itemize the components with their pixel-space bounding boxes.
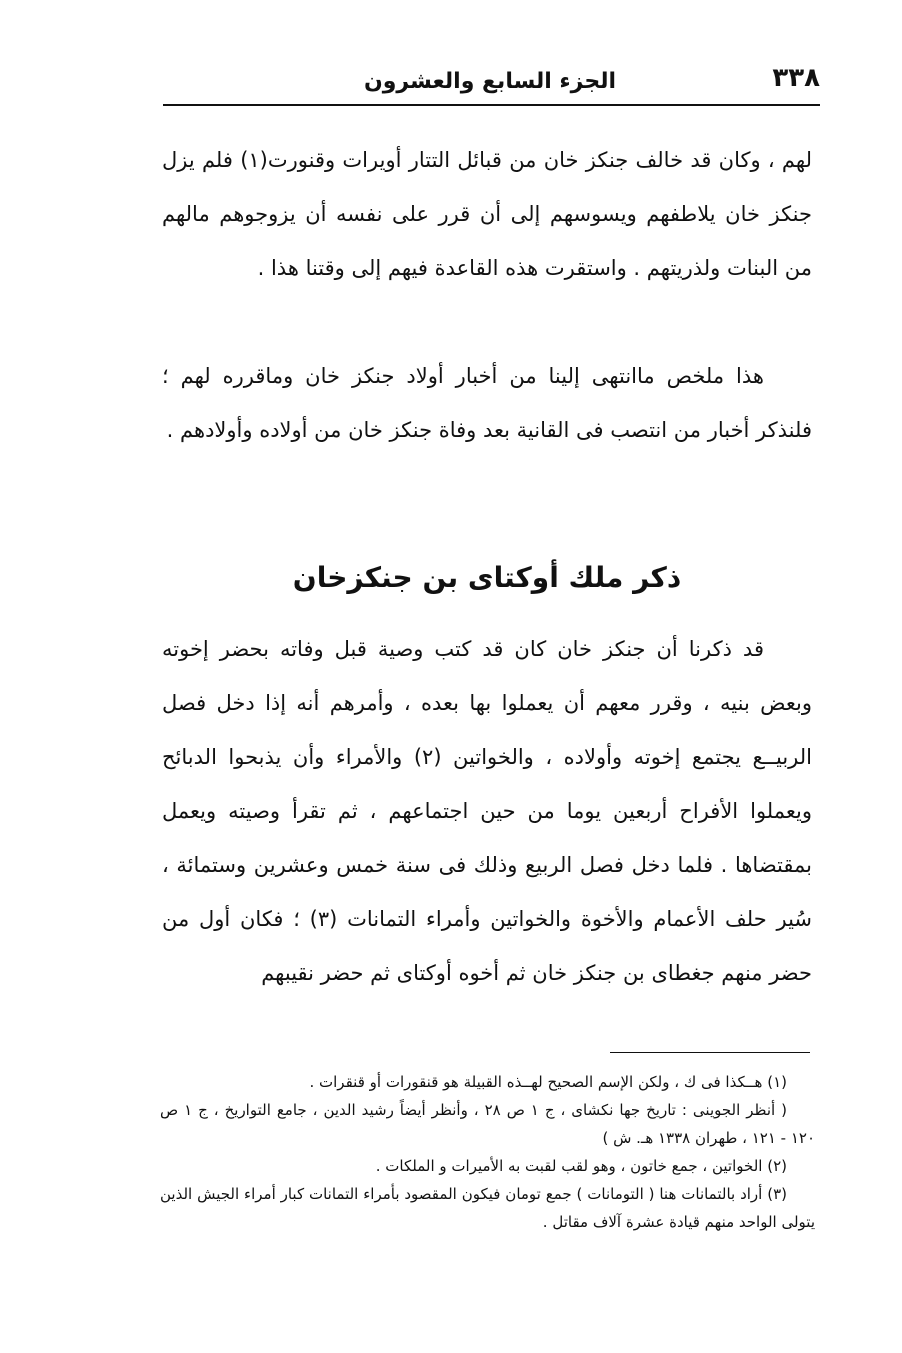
paragraph-1-text: لهم ، وكان قد خالف جنكز خان من قبائل التتار أويرات وقنورت(١) فلم يزل جنكز خان يلاطفهم ويسوسهم إلى أن قرر على نفسه أن يزوجوهم مالهم من البنات ولذريتهم . واستقرت هذه القاعدة فيهم إلى وقتنا هذا . (162, 148, 812, 280)
footnote-1-line-1: (١) هــكذا فى ك ، ولكن الإسم الصحيح لهــذه القبيلة هو قنقورات أو قنقرات . (309, 1073, 787, 1091)
paragraph-1 (162, 133, 812, 295)
paragraph-2-text: هذا ملخص ماانتهى إلينا من أخبار أولاد جنكز خان وماقرره لهم ؛ فلنذكر أخبار من انتصب فى القانية بعد وفاة جنكز خان من أولاده وأولادهم . (162, 364, 812, 442)
page-number: ٣٣٨ (772, 63, 820, 93)
page-header (160, 55, 820, 105)
paragraph-2 (162, 349, 812, 457)
paragraph-3-text: قد ذكرنا أن جنكز خان كان قد كتب وصية قبل وفاته بحضر إخوته وبعض بنيه ، وقرر معهم أن يعملوا بها بعده ، وأمرهم أنه إذا دخل فصل الربيــع يجتمع إخوته وأولاده ، والخواتين (٢) والأمراء وأن يذبحوا الدبائح ويعملوا الأفراح أربعين يوما من حين اجتماعهم ، ثم تقرأ وصيته ويعمل بمقتضاها . فلما دخل فصل الربيع وذلك فى سنة خمس وعشرين وستمائة ، سُير حلف الأعمام والأخوة والخواتين وأمراء التمانات (٣) ؛ فكان أول من حضر منهم جغطاى بن جنكز خان ثم أخوه أوكتاى ثم حضر نقيبهم (162, 637, 813, 985)
footnote-2: (٢) الخواتين ، جمع خاتون ، وهو لقب لقبت به الأميرات و الملكات . (375, 1157, 787, 1175)
footnote-rule (610, 1052, 810, 1053)
section-heading: ذكر ملك أوكتاى بن جنكزخان (292, 561, 682, 594)
running-head: الجزء السابع والعشرون (363, 69, 617, 94)
header-rule (163, 104, 820, 106)
footnote-1-line-2: ( أنظر الجوينى : تاريخ جها نكشاى ، ج ١ ص ٢٨ ، وأنظر أيضاً رشيد الدين ، جامع التواريخ ، ج ١ ص ١٢٠ - ١٢١ ، طهران ١٣٣٨ هـ. ش ) (160, 1101, 815, 1147)
footnote-3: (٣) أراد بالتمانات هنا ( التومانات ) جمع تومان فيكون المقصود بأمراء التمانات كبار أمراء الجيش الذين يتولى الواحد منهم قيادة عشرة آلاف مقاتل . (160, 1185, 815, 1231)
paragraph-3 (162, 622, 812, 1000)
footnotes (160, 1068, 815, 1236)
